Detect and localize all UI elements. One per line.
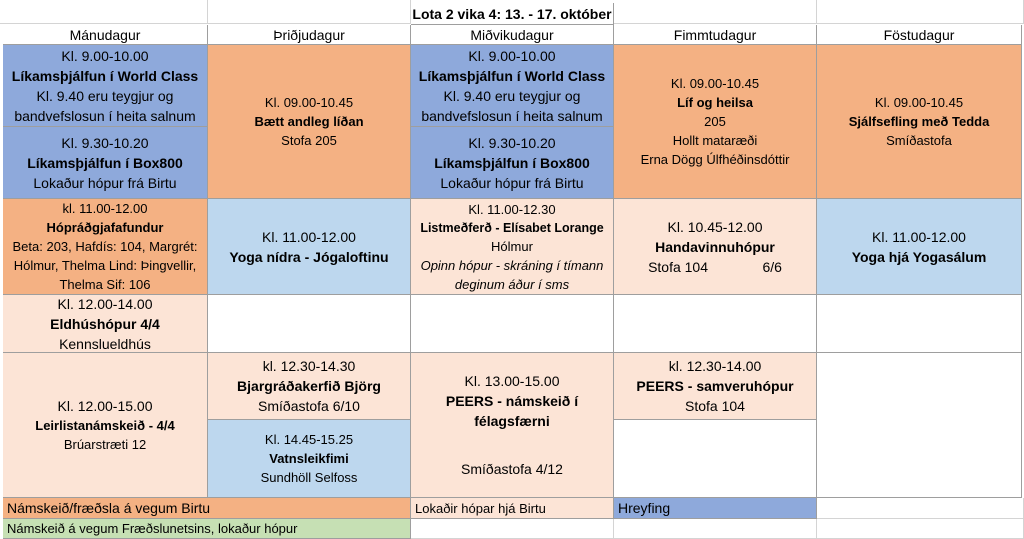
legend-courses-birta: Námskeið/fræðsla á vegum Birtu xyxy=(3,498,411,519)
legend-closed-groups: Lokaðir hópar hjá Birtu xyxy=(411,498,614,519)
thursday-empty-2 xyxy=(614,420,817,498)
grid-cell xyxy=(411,519,614,539)
wednesday-world-class: Kl. 9.00-10.00 Líkamsþjálfun í World Class Kl. 9.40 eru teygjur og bandvefslosun í heita salnum xyxy=(411,45,614,127)
thursday-empty-1 xyxy=(614,295,817,353)
tuesday-empty xyxy=(208,295,411,353)
header-monday: Mánudagur xyxy=(3,25,208,45)
thursday-life-and-health: Kl. 09.00-10.45 Líf og heilsa 205 Hollt mataræði Erna Dögg Úlfhéðinsdóttir xyxy=(614,45,817,199)
wednesday-art-therapy: Kl. 11.00-12.30 Listmeðferð - Elísabet Lorange Hólmur Opinn hópur - skráning í tímann deginum áður í sms xyxy=(411,199,614,295)
monday-world-class: Kl. 9.00-10.00 Líkamsþjálfun í World Class Kl. 9.40 eru teygjur og bandvefslosun í heita salnum xyxy=(3,45,208,127)
tuesday-water-aerobics: Kl. 14.45-15.25 Vatnsleikfimi Sundhöll Selfoss xyxy=(208,420,411,498)
thursday-handicraft-group: Kl. 10.45-12.00 Handavinnuhópur Stofa 104 6/6 xyxy=(614,199,817,295)
grid-cell xyxy=(817,498,1024,519)
tuesday-yoga-nidra: Kl. 11.00-12.00 Yoga nídra - Jógaloftinu xyxy=(208,199,411,295)
grid-cell xyxy=(614,519,817,539)
monday-group-counseling: kl. 11.00-12.00 Hópráðgjafafundur Beta: 203, Hafdís: 104, Margrét: Hólmur, Thelma Lind: Þingvellir, Thelma Sif: 106 xyxy=(3,199,208,295)
friday-empty-2 xyxy=(817,353,1022,498)
monday-ceramics-course: Kl. 12.00-15.00 Leirlistanámskeið - 4/4 Brúarstræti 12 xyxy=(3,353,208,498)
header-wednesday: Miðvikudagur xyxy=(411,25,614,45)
tuesday-coping-system: kl. 12.30-14.30 Bjargráðakerfið Björg Smíðastofa 6/10 xyxy=(208,353,411,420)
friday-yoga: Kl. 11.00-12.00 Yoga hjá Yogasálum xyxy=(817,199,1022,295)
header-thursday: Fimmtudagur xyxy=(614,25,817,45)
friday-empty-1 xyxy=(817,295,1022,353)
legend-courses-fraedslunet: Námskeið á vegum Fræðslunetsins, lokaður hópur xyxy=(3,519,411,539)
legend-movement: Hreyfing xyxy=(614,498,817,519)
wednesday-empty xyxy=(411,295,614,353)
grid-cell xyxy=(208,0,411,24)
wednesday-box800: Kl. 9.30-10.20 Líkamsþjálfun í Box800 Lokaður hópur frá Birtu xyxy=(411,127,614,199)
wednesday-peers-course: Kl. 13.00-15.00 PEERS - námskeið í félagsfærni Smíðastofa 4/12 xyxy=(411,353,614,498)
monday-kitchen-group: Kl. 12.00-14.00 Eldhúshópur 4/4 Kennslueldhús xyxy=(3,295,208,353)
tuesday-mental-wellbeing: Kl. 09.00-10.45 Bætt andleg líðan Stofa 205 xyxy=(208,45,411,199)
thursday-peers-group: kl. 12.30-14.00 PEERS - samveruhópur Stofa 104 xyxy=(614,353,817,420)
grid-cell xyxy=(817,519,1024,539)
grid-cell xyxy=(0,0,208,24)
grid-cell xyxy=(817,0,1024,24)
header-tuesday: Þriðjudagur xyxy=(208,25,411,45)
header-friday: Föstudagur xyxy=(817,25,1022,45)
grid-cell xyxy=(614,0,817,24)
friday-self-empowerment: Kl. 09.00-10.45 Sjálfsefling með Tedda Smíðastofa xyxy=(817,45,1022,199)
schedule-title: Lota 2 vika 4: 13. - 17. október xyxy=(411,3,614,25)
monday-box800: Kl. 9.30-10.20 Líkamsþjálfun í Box800 Lokaður hópur frá Birtu xyxy=(3,127,208,199)
